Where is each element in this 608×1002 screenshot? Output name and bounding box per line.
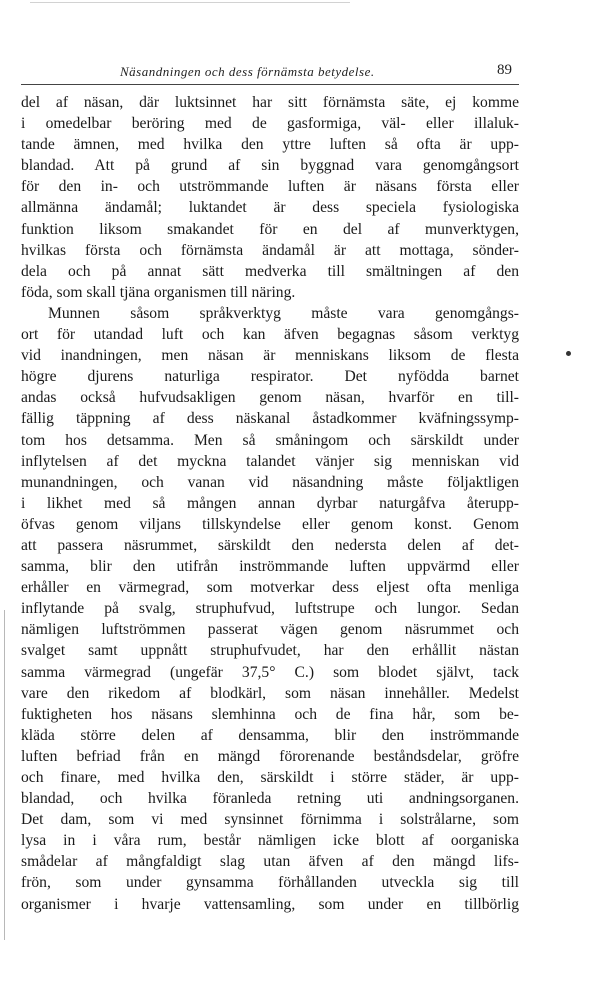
text-line: samma värmegrad (ungefär 37,5° C.) som blodet självt, tack — [21, 663, 519, 681]
text-line: frön, som under gynsamma förhållanden utveckla sig till — [21, 874, 519, 892]
text-line: del af näsan, där luktsinnet har sitt förnämsta säte, ej komme — [21, 94, 519, 111]
text-line: blandad. Att på grund af sin byggnad vara genomgångsort — [21, 157, 519, 175]
running-title: Näsandningen och dess förnämsta betydelse. — [120, 64, 375, 79]
scan-edge-left — [4, 610, 5, 940]
text-line: högre djurens naturliga respirator. Det nyfödda barnet — [21, 368, 519, 386]
text-line: svalget samt uppnått struphufvudet, har den erhållit nästan — [21, 642, 519, 660]
scan-edge-top — [30, 2, 350, 3]
text-line: kläda större delen af densamma, blir den inströmmande — [21, 726, 519, 744]
text-line: ort för utandad luft och kan äfven begagnas såsom verktyg — [21, 326, 519, 344]
text-line: i likhet med så mången annan dyrbar naturgåfva återupp- — [21, 494, 519, 512]
text-line: för den in- och utströmmande luften är näsans första eller — [21, 178, 519, 196]
text-line: i omedelbar beröring med de gasformiga, väl- eller illaluk- — [21, 115, 519, 133]
text-line: vare den rikedom af blodkärl, som näsan innehåller. Medelst — [21, 684, 519, 702]
page-number: 89 — [497, 62, 512, 78]
text-line: andas också hufvudsakligen genom näsan, hvarför en till- — [21, 389, 519, 407]
text-line: föda, som skall tjäna organismen till näring. — [21, 283, 296, 301]
body-text — [21, 92, 519, 915]
text-line: smådelar af mångfaldigt slag utan äfven af den mängd lifs- — [21, 853, 519, 871]
text-line: fuktigheten hos näsans slemhinna och de fina hår, som be- — [21, 705, 519, 723]
text-line: luften befriad från en mängd förorenande beståndsdelar, gröfre — [21, 747, 519, 765]
text-line: hvilkas första och förnämsta ändamål är att mottaga, sönder- — [21, 241, 519, 259]
text-line: blandad, och hvilka föranleda retning uti andningsorganen. — [21, 790, 519, 808]
text-line: vid inandningen, men näsan är menniskans liksom de flesta — [21, 347, 519, 365]
text-line: dela och på annat sätt medverka till smältningen af den — [21, 262, 519, 280]
header-rule — [21, 84, 519, 85]
text-line: allmänna ändamål; luktandet är dess speciela fysiologiska — [21, 199, 519, 217]
text-line: Det dam, som vi med synsinnet förnimma i solstrålarne, som — [21, 811, 519, 829]
text-line: öfvas genom viljans tillskyndelse eller genom konst. Genom — [21, 515, 519, 533]
text-line: tom hos detsamma. Men så småningom och särskildt under — [21, 431, 519, 449]
text-line: samma, blir den utifrån inströmmande luften uppvärmd eller — [21, 558, 519, 576]
text-line: tande ämnen, med hvilka den yttre luften så ofta är upp- — [21, 136, 519, 154]
text-line: fällig täppning af dess näskanal åstadkommer kväfningssymp- — [21, 410, 519, 428]
text-line: att passera näsrummet, särskildt den nedersta delen af det- — [21, 536, 519, 554]
text-line: Munnen såsom språkverktyg måste vara genomgångs- — [48, 304, 519, 322]
text-line: lysa in i våra rum, består nämligen icke blott af oorganiska — [21, 832, 519, 850]
text-line: organismer i hvarje vattensamling, som under en tillbörlig — [21, 895, 519, 913]
text-line: inflytelsen af det myckna talandet vänjer sig menniskan vid — [21, 452, 519, 470]
text-line: nämligen luftströmmen passerat vägen genom näsrummet och — [21, 621, 519, 639]
text-line: erhåller en värmegrad, som motverkar dess eljest ofta menliga — [21, 579, 519, 597]
ink-speck — [566, 351, 571, 356]
text-line: funktion liksom smakandet för en del af munverktygen, — [21, 220, 519, 238]
text-line: inflytande på svalg, struphufvud, luftstrupe och lungor. Sedan — [21, 600, 519, 618]
text-line: och finare, med hvilka den, särskildt i större städer, är upp- — [21, 769, 519, 786]
text-line: munandningen, och vanan vid näsandning måste följaktligen — [21, 473, 519, 491]
